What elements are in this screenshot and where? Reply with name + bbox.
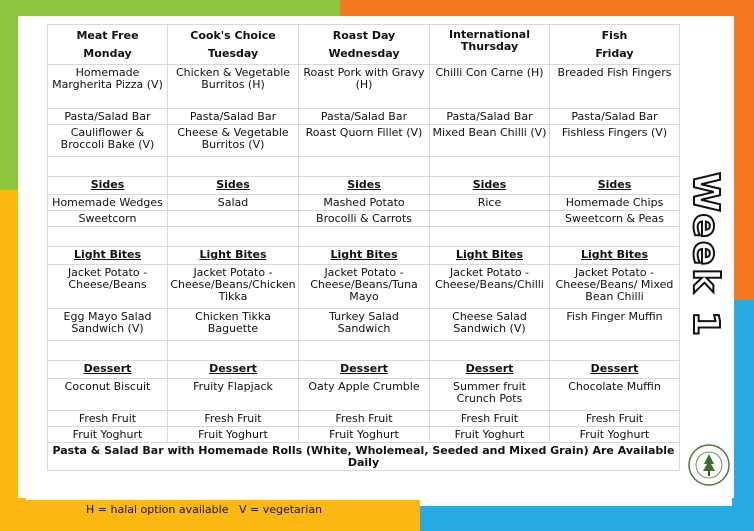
day-category: Fish <box>601 29 628 42</box>
menu-cell: Chilli Con Carne (H) <box>430 65 550 109</box>
orange-border-right <box>732 0 754 300</box>
menu-cell: Fruit Yoghurt <box>48 427 168 443</box>
menu-cell: Cheese & Vegetable Burritos (V) <box>168 125 299 157</box>
day-category: Roast Day <box>332 29 396 42</box>
section-heading: Dessert <box>430 361 550 379</box>
menu-cell: Summer fruit Crunch Pots <box>430 379 550 411</box>
menu-cell: Chicken & Vegetable Burritos (H) <box>168 65 299 109</box>
menu-cell: Fresh Fruit <box>48 411 168 427</box>
menu-cell: Fruit Yoghurt <box>430 427 550 443</box>
menu-cell: Homemade Chips <box>550 195 680 211</box>
week-label <box>684 171 726 339</box>
menu-cell: Roast Quorn Fillet (V) <box>299 125 430 157</box>
footer-row <box>48 443 680 471</box>
menu-cell: Fishless Fingers (V) <box>550 125 680 157</box>
week-label-text: Week 1 <box>684 171 726 339</box>
section-heading: Dessert <box>550 361 680 379</box>
menu-cell: Mashed Potato <box>299 195 430 211</box>
spacer-row <box>48 227 680 247</box>
section-heading: Light Bites <box>168 247 299 265</box>
menu-cell: Cauliflower & Broccoli Bake (V) <box>48 125 168 157</box>
day-category: International Thursday <box>449 28 530 53</box>
day-name: Tuesday <box>207 47 259 60</box>
blue-border-bottom <box>420 506 754 531</box>
menu-cell: Fish Finger Muffin <box>550 309 680 341</box>
legend: H = halal option available V = vegetarian <box>86 503 323 516</box>
spacer-row <box>48 341 680 361</box>
light-bites-row <box>48 309 680 341</box>
section-heading: Sides <box>299 177 430 195</box>
menu-cell: Fruit Yoghurt <box>550 427 680 443</box>
section-heading: Dessert <box>48 361 168 379</box>
menu-cell: Homemade Margherita Pizza (V) <box>48 65 168 109</box>
main-row <box>48 125 680 157</box>
section-heading: Sides <box>48 177 168 195</box>
menu-cell: Sweetcorn & Peas <box>550 211 680 227</box>
menu-cell: Jacket Potato - Cheese/Beans/Chilli <box>430 265 550 309</box>
dessert-row <box>48 427 680 443</box>
main-row <box>48 65 680 109</box>
dessert-header-row <box>48 361 680 379</box>
section-heading: Light Bites <box>550 247 680 265</box>
menu-cell: Coconut Biscuit <box>48 379 168 411</box>
menu-cell: Pasta/Salad Bar <box>550 109 680 125</box>
sides-row <box>48 195 680 211</box>
sides-header-row <box>48 177 680 195</box>
section-heading: Light Bites <box>48 247 168 265</box>
day-header-row <box>48 25 680 65</box>
menu-cell: Pasta/Salad Bar <box>430 109 550 125</box>
spacer-row <box>48 157 680 177</box>
blue-border-right <box>732 300 754 531</box>
day-header <box>168 25 299 65</box>
day-header <box>430 25 550 65</box>
menu-cell: Fruity Flapjack <box>168 379 299 411</box>
menu-cell: Brocolli & Carrots <box>299 211 430 227</box>
dessert-row <box>48 379 680 411</box>
menu-cell: Roast Pork with Gravy (H) <box>299 65 430 109</box>
menu-cell <box>168 211 299 227</box>
section-heading: Sides <box>430 177 550 195</box>
menu-cell: Pasta/Salad Bar <box>168 109 299 125</box>
menu-cell: Pasta/Salad Bar <box>48 109 168 125</box>
school-logo-icon <box>687 440 731 490</box>
section-heading: Dessert <box>168 361 299 379</box>
day-category: Cook's Choice <box>190 29 276 42</box>
section-heading: Dessert <box>299 361 430 379</box>
menu-cell: Jacket Potato - Cheese/Beans <box>48 265 168 309</box>
menu-cell: Mixed Bean Chilli (V) <box>430 125 550 157</box>
menu-cell: Breaded Fish Fingers <box>550 65 680 109</box>
main-row <box>48 109 680 125</box>
menu-cell: Chocolate Muffin <box>550 379 680 411</box>
menu-cell: Jacket Potato - Cheese/Beans/Tuna Mayo <box>299 265 430 309</box>
menu-cell: Fruit Yoghurt <box>299 427 430 443</box>
day-name: Friday <box>595 47 634 60</box>
light-bites-header-row <box>48 247 680 265</box>
section-heading: Sides <box>168 177 299 195</box>
menu-cell: Sweetcorn <box>48 211 168 227</box>
section-heading: Sides <box>550 177 680 195</box>
section-heading: Light Bites <box>430 247 550 265</box>
menu-table <box>47 24 680 471</box>
menu-cell: Pasta/Salad Bar <box>299 109 430 125</box>
menu-cell: Turkey Salad Sandwich <box>299 309 430 341</box>
footer-note: Pasta & Salad Bar with Homemade Rolls (White, Wholemeal, Seeded and Mixed Grain) Are Available Daily <box>48 443 680 471</box>
menu-cell: Jacket Potato - Cheese/Beans/Chicken Tikka <box>168 265 299 309</box>
menu-cell: Fruit Yoghurt <box>168 427 299 443</box>
menu-cell: Homemade Wedges <box>48 195 168 211</box>
menu-cell: Fresh Fruit <box>168 411 299 427</box>
light-bites-row <box>48 265 680 309</box>
day-header <box>299 25 430 65</box>
menu-cell: Egg Mayo Salad Sandwich (V) <box>48 309 168 341</box>
dessert-row <box>48 411 680 427</box>
menu-cell: Cheese Salad Sandwich (V) <box>430 309 550 341</box>
menu-cell: Salad <box>168 195 299 211</box>
section-heading: Light Bites <box>299 247 430 265</box>
menu-cell <box>430 211 550 227</box>
sides-row <box>48 211 680 227</box>
menu-cell: Fresh Fruit <box>299 411 430 427</box>
day-header <box>48 25 168 65</box>
day-name: Wednesday <box>328 47 400 60</box>
menu-cell: Fresh Fruit <box>550 411 680 427</box>
menu-cell: Rice <box>430 195 550 211</box>
menu-cell: Oaty Apple Crumble <box>299 379 430 411</box>
day-name: Monday <box>83 47 132 60</box>
menu-cell: Chicken Tikka Baguette <box>168 309 299 341</box>
menu-cell: Jacket Potato - Cheese/Beans/ Mixed Bean Chilli <box>550 265 680 309</box>
menu-cell: Fresh Fruit <box>430 411 550 427</box>
day-category: Meat Free <box>76 29 139 42</box>
day-header <box>550 25 680 65</box>
